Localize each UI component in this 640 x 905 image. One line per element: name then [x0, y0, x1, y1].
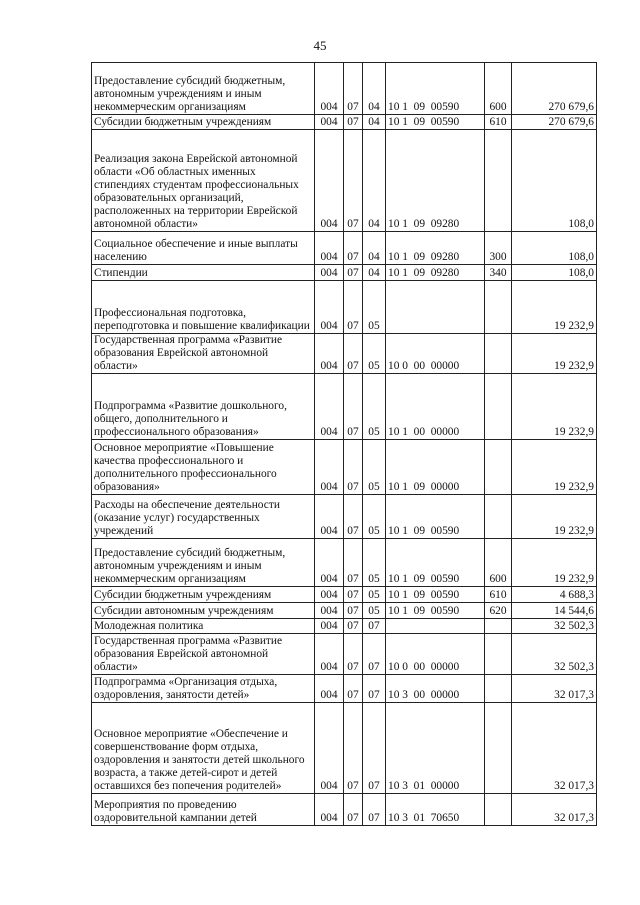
row-name: Субсидии автономным учреждениям: [92, 603, 315, 619]
table-row: [92, 374, 597, 440]
expense-type-code: 340: [485, 265, 512, 281]
section-code: 07: [344, 63, 363, 115]
ministry-code: 004: [315, 374, 344, 440]
section-code: 07: [344, 675, 363, 703]
row-name: Субсидии бюджетным учреждениям: [92, 115, 315, 130]
row-name: Стипендии: [92, 265, 315, 281]
row-name: Государственная программа «Развитие образования Еврейской автономной области»: [92, 334, 315, 374]
expense-type-code: [485, 334, 512, 374]
subsection-code: 07: [363, 675, 386, 703]
row-name: Субсидии бюджетным учреждениям: [92, 587, 315, 603]
row-name: Государственная программа «Развитие образования Еврейской автономной области»: [92, 634, 315, 675]
ministry-code: 004: [315, 281, 344, 334]
amount: 32 502,3: [512, 634, 597, 675]
program-code: 10 3 01 70650: [386, 794, 485, 826]
row-name: Основное мероприятие «Обеспечение и совершенствование форм отдыха, оздоровления и занятости детей школьного возраста, а также детей-сирот и детей оставшихся без попечения родителей»: [92, 703, 315, 794]
subsection-code: 04: [363, 265, 386, 281]
expense-type-code: [485, 634, 512, 675]
table-row: [92, 281, 597, 334]
amount: 32 502,3: [512, 619, 597, 634]
subsection-code: 07: [363, 703, 386, 794]
section-code: 07: [344, 619, 363, 634]
expense-type-code: [485, 495, 512, 539]
subsection-code: 05: [363, 440, 386, 495]
row-name: Социальное обеспечение и иные выплаты населению: [92, 232, 315, 265]
table-row: [92, 232, 597, 265]
budget-table: [91, 62, 597, 826]
subsection-code: 05: [363, 603, 386, 619]
subsection-code: 07: [363, 634, 386, 675]
subsection-code: 05: [363, 281, 386, 334]
amount: 108,0: [512, 232, 597, 265]
section-code: 07: [344, 587, 363, 603]
section-code: 07: [344, 115, 363, 130]
program-code: 10 1 09 00590: [386, 495, 485, 539]
ministry-code: 004: [315, 794, 344, 826]
program-code: 10 1 09 09280: [386, 130, 485, 232]
program-code: [386, 619, 485, 634]
expense-type-code: 600: [485, 63, 512, 115]
amount: 32 017,3: [512, 675, 597, 703]
program-code: 10 1 09 00590: [386, 63, 485, 115]
subsection-code: 07: [363, 794, 386, 826]
section-code: 07: [344, 334, 363, 374]
ministry-code: 004: [315, 587, 344, 603]
program-code: 10 1 09 09280: [386, 265, 485, 281]
expense-type-code: 610: [485, 115, 512, 130]
section-code: 07: [344, 703, 363, 794]
amount: 32 017,3: [512, 703, 597, 794]
expense-type-code: 620: [485, 603, 512, 619]
subsection-code: 05: [363, 587, 386, 603]
row-name: Реализация закона Еврейской автономной области «Об областных именных стипендиях студентам профессиональных образовательных организаций, расположенных на территории Еврейской автономной области»: [92, 130, 315, 232]
program-code: 10 1 09 00590: [386, 115, 485, 130]
row-name: Расходы на обеспечение деятельности (оказание услуг) государственных учреждений: [92, 495, 315, 539]
section-code: 07: [344, 232, 363, 265]
amount: 32 017,3: [512, 794, 597, 826]
table-row: [92, 619, 597, 634]
row-name: Предоставление субсидий бюджетным, автономным учреждениям и иным некоммерческим организациям: [92, 63, 315, 115]
program-code: 10 1 09 00000: [386, 440, 485, 495]
amount: 108,0: [512, 130, 597, 232]
table-row: [92, 63, 597, 115]
ministry-code: 004: [315, 703, 344, 794]
row-name: Молодежная политика: [92, 619, 315, 634]
program-code: 10 1 09 00590: [386, 539, 485, 587]
section-code: 07: [344, 794, 363, 826]
expense-type-code: [485, 130, 512, 232]
ministry-code: 004: [315, 675, 344, 703]
amount: 19 232,9: [512, 539, 597, 587]
expense-type-code: [485, 281, 512, 334]
ministry-code: 004: [315, 130, 344, 232]
amount: 108,0: [512, 265, 597, 281]
ministry-code: 004: [315, 232, 344, 265]
program-code: 10 0 00 00000: [386, 634, 485, 675]
amount: 19 232,9: [512, 440, 597, 495]
subsection-code: 04: [363, 130, 386, 232]
ministry-code: 004: [315, 619, 344, 634]
ministry-code: 004: [315, 634, 344, 675]
amount: 19 232,9: [512, 495, 597, 539]
ministry-code: 004: [315, 265, 344, 281]
expense-type-code: [485, 440, 512, 495]
program-code: 10 1 09 00590: [386, 587, 485, 603]
program-code: 10 1 00 00000: [386, 374, 485, 440]
ministry-code: 004: [315, 603, 344, 619]
section-code: 07: [344, 539, 363, 587]
table-row: [92, 115, 597, 130]
subsection-code: 04: [363, 63, 386, 115]
table-row: [92, 440, 597, 495]
row-name: Профессиональная подготовка, переподготовка и повышение квалификации: [92, 281, 315, 334]
table-row: [92, 265, 597, 281]
amount: 270 679,6: [512, 63, 597, 115]
amount: 270 679,6: [512, 115, 597, 130]
program-code: 10 1 09 09280: [386, 232, 485, 265]
amount: 4 688,3: [512, 587, 597, 603]
ministry-code: 004: [315, 334, 344, 374]
row-name: Мероприятия по проведению оздоровительной кампании детей: [92, 794, 315, 826]
amount: 19 232,9: [512, 334, 597, 374]
ministry-code: 004: [315, 539, 344, 587]
row-name: Подпрограмма «Организация отдыха, оздоровления, занятости детей»: [92, 675, 315, 703]
section-code: 07: [344, 440, 363, 495]
subsection-code: 05: [363, 374, 386, 440]
table-row: [92, 634, 597, 675]
table-row: [92, 495, 597, 539]
row-name: Предоставление субсидий бюджетным, автономным учреждениям и иным некоммерческим организациям: [92, 539, 315, 587]
program-code: 10 3 00 00000: [386, 675, 485, 703]
section-code: 07: [344, 634, 363, 675]
row-name: Подпрограмма «Развитие дошкольного, общего, дополнительного и профессионального образования»: [92, 374, 315, 440]
section-code: 07: [344, 130, 363, 232]
section-code: 07: [344, 495, 363, 539]
ministry-code: 004: [315, 63, 344, 115]
table-row: [92, 587, 597, 603]
subsection-code: 04: [363, 232, 386, 265]
subsection-code: 07: [363, 619, 386, 634]
expense-type-code: 610: [485, 587, 512, 603]
table-row: [92, 130, 597, 232]
section-code: 07: [344, 603, 363, 619]
expense-type-code: [485, 675, 512, 703]
row-name: Основное мероприятие «Повышение качества профессионального и дополнительного профессионального образования»: [92, 440, 315, 495]
section-code: 07: [344, 281, 363, 334]
table-row: [92, 539, 597, 587]
amount: 14 544,6: [512, 603, 597, 619]
ministry-code: 004: [315, 495, 344, 539]
expense-type-code: [485, 619, 512, 634]
table-row: [92, 703, 597, 794]
ministry-code: 004: [315, 115, 344, 130]
subsection-code: 05: [363, 539, 386, 587]
amount: 19 232,9: [512, 374, 597, 440]
table-row: [92, 334, 597, 374]
program-code: 10 0 00 00000: [386, 334, 485, 374]
program-code: 10 3 01 00000: [386, 703, 485, 794]
subsection-code: 05: [363, 334, 386, 374]
section-code: 07: [344, 374, 363, 440]
expense-type-code: 600: [485, 539, 512, 587]
page-number: 45: [313, 38, 327, 53]
subsection-code: 05: [363, 495, 386, 539]
table-row: [92, 603, 597, 619]
program-code: 10 1 09 00590: [386, 603, 485, 619]
expense-type-code: [485, 794, 512, 826]
section-code: 07: [344, 265, 363, 281]
ministry-code: 004: [315, 440, 344, 495]
program-code: [386, 281, 485, 334]
expense-type-code: [485, 374, 512, 440]
subsection-code: 04: [363, 115, 386, 130]
table-row: [92, 675, 597, 703]
expense-type-code: 300: [485, 232, 512, 265]
table-row: [92, 794, 597, 826]
expense-type-code: [485, 703, 512, 794]
amount: 19 232,9: [512, 281, 597, 334]
